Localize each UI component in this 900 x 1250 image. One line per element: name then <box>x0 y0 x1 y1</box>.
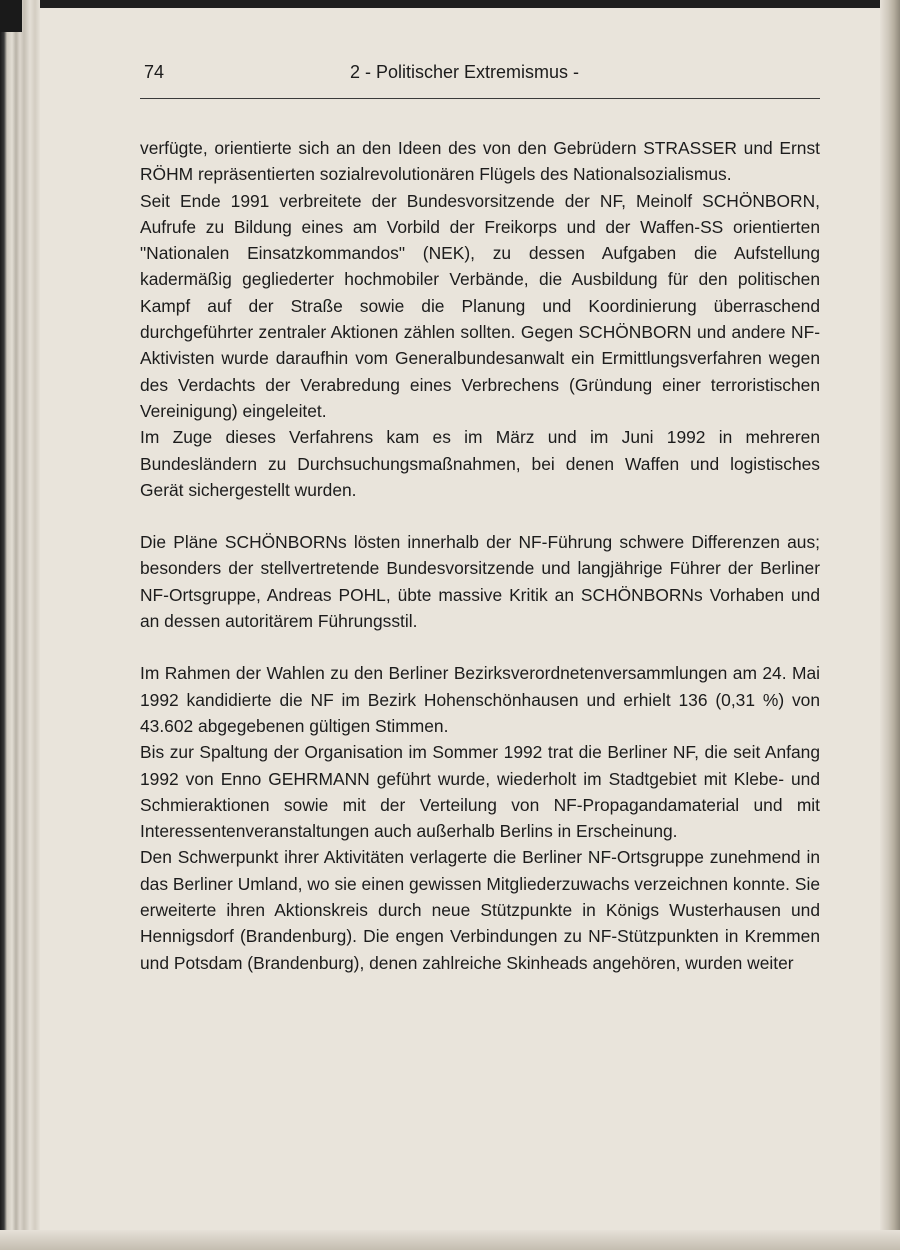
paragraph-gap <box>140 634 820 660</box>
paragraph: Im Zuge dieses Verfahrens kam es im März und im Juni 1992 in mehreren Bundesländern zu Durchsuchungsmaßnahmen, bei denen Waffen und logistisches Gerät sichergestellt wurden. <box>140 427 820 500</box>
paragraph: Im Rahmen der Wahlen zu den Berliner Bezirksverordnetenversammlungen am 24. Mai 1992 kandidierte die NF im Bezirk Hohenschönhausen und erhielt 136 (0,31 %) von 43.602 abgegebenen gültigen Stimmen. <box>140 663 820 736</box>
paragraph: Die Pläne SCHÖNBORNs lösten innerhalb der NF-Führung schwere Differenzen aus; besonders der stellvertretende Bundesvorsitzende und langjährige Führer der Berliner NF-Ortsgruppe, Andreas POHL, übte massive Kritik an SCHÖNBORNs Vorhaben und an dessen autoritärem Führungsstil. <box>140 532 820 632</box>
running-head: 2 - Politischer Extremismus - <box>350 62 580 82</box>
paragraph: Den Schwerpunkt ihrer Aktivitäten verlagerte die Berliner NF-Ortsgruppe zunehmend in das Berliner Umland, wo sie einen gewissen Mitgliederzuwachs verzeichnen konnte. Sie erweiterte ihren Aktionskreis durch neue Stützpunkte in Königs Wusterhausen und Hennigsdorf (Brandenburg). Die engen Verbindungen zu NF-Stützpunkten in Kremmen und Potsdam (Brandenburg), denen zahlreiche Skinheads angehören, wurden weiter <box>140 847 820 973</box>
book-spine-edge <box>0 0 40 1250</box>
paragraph: verfügte, orientierte sich an den Ideen des von den Gebrüdern STRASSER und Ernst RÖHM repräsentierten sozialrevolutionären Flügels des Nationalsozialismus. <box>140 138 820 185</box>
paragraph: Seit Ende 1991 verbreitete der Bundesvorsitzende der NF, Meinolf SCHÖNBORN, Aufrufe zu Bildung eines am Vorbild der Freikorps und der Waffen-SS orientierten "Nationalen Einsatzkommandos" (NEK), zu dessen Aufgaben die Aufstellung kadermäßig gegliederter hochmobiler Verbände, die Ausbildung für den politischen Kampf auf der Straße sowie die Planung und Koordinierung überraschend durchgeführter zentraler Aktionen zählen sollten. Gegen SCHÖNBORN und andere NF-Aktivisten wurde daraufhin vom Generalbundesanwalt ein Ermittlungsverfahren wegen des Verdachts der Verabredung eines Verbrechens (Gründung einer terroristischen Vereinigung) eingeleitet. <box>140 190 820 421</box>
page-bottom-edge <box>0 1230 900 1250</box>
paragraph-gap <box>140 503 820 529</box>
body-text <box>140 135 820 976</box>
page-header <box>140 48 820 82</box>
page-right-edge <box>880 0 900 1250</box>
header-rule <box>140 98 820 99</box>
paragraph: Bis zur Spaltung der Organisation im Sommer 1992 trat die Berliner NF, die seit Anfang 1992 von Enno GEHRMANN geführt wurde, wiederholt im Stadtgebiet mit Klebe- und Schmieraktionen sowie mit der Verteilung von NF-Propagandamaterial und mit Interessentenveranstaltungen auch außerhalb Berlins in Erscheinung. <box>140 742 820 842</box>
scan-corner-shadow <box>0 0 22 32</box>
scan-top-edge <box>0 0 900 8</box>
page-number: 74 <box>144 62 165 82</box>
page-content <box>140 48 820 976</box>
